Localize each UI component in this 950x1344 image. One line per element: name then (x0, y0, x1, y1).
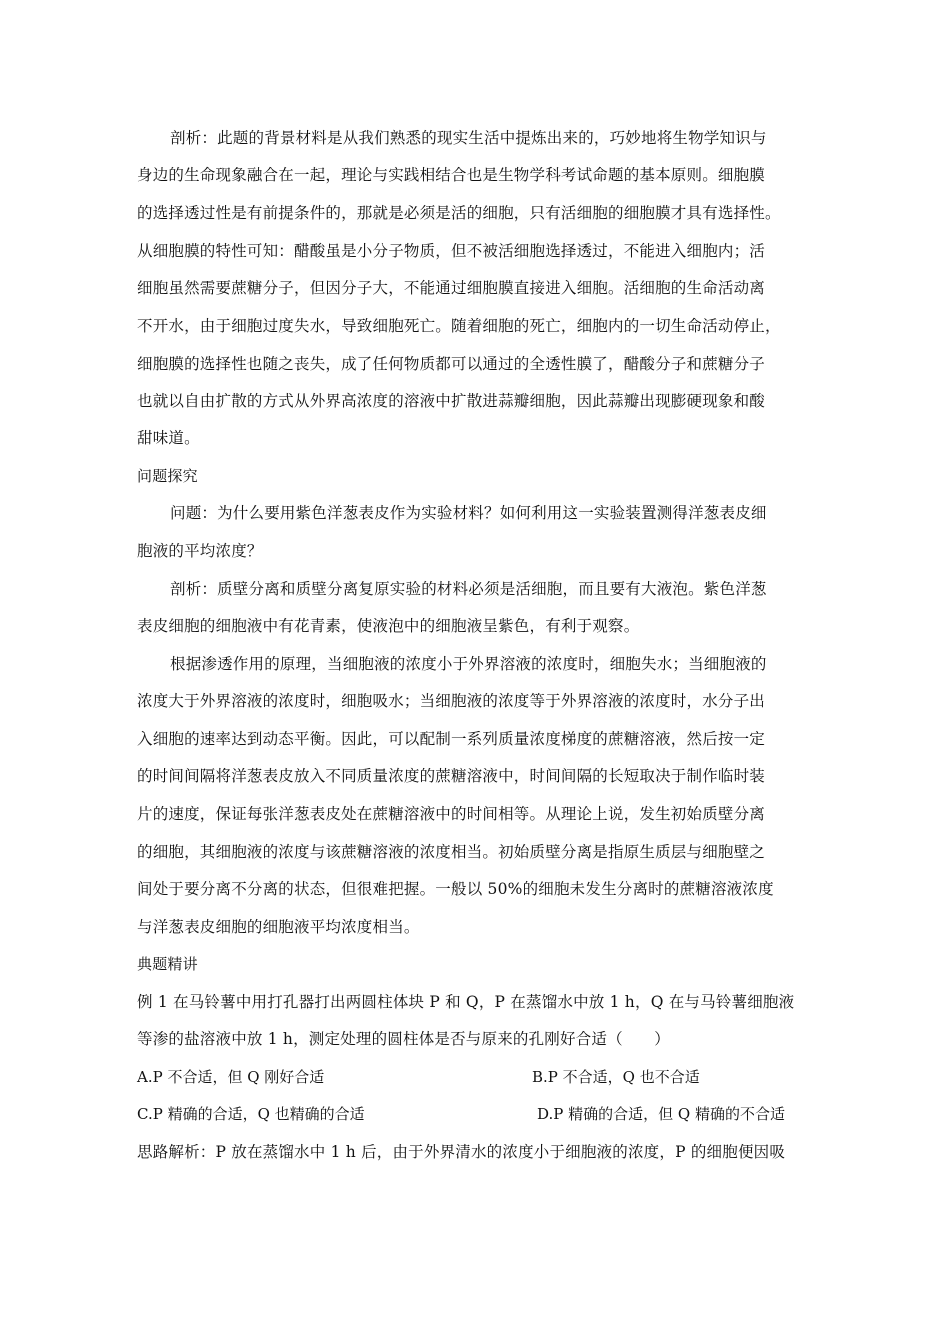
question-line: 胞液的平均浓度？ (137, 542, 263, 560)
section-heading-examples: 典题精讲 (137, 955, 198, 973)
principle-line: 与洋葱表皮细胞的细胞液平均浓度相当。 (137, 918, 420, 936)
principle-line: 根据渗透作用的原理，当细胞液的浓度小于外界溶液的浓度时，细胞失水；当细胞液的 (170, 655, 767, 673)
analysis1-line: 甜味道。 (137, 429, 200, 447)
analysis1-line: 从细胞膜的特性可知：醋酸虽是小分子物质，但不被活细胞选择透过，不能进入细胞内；活 (137, 242, 766, 260)
principle-line: 的细胞，其细胞液的浓度与该蔗糖溶液的浓度相当。初始质壁分离是指原生质层与细胞壁之 (137, 843, 766, 861)
section-heading-explore: 问题探究 (137, 467, 198, 485)
option-b: B.P 不合适，Q 也不合适 (532, 1068, 700, 1086)
example-line: 例 1 在马铃薯中用打孔器打出两圆柱体块 P 和 Q，P 在蒸馏水中放 1 h，Q 在与马铃薯细胞液 (137, 993, 795, 1011)
analysis1-line: 也就以自由扩散的方式从外界高浓度的溶液中扩散进蒜瓣细胞，因此蒜瓣出现膨硬现象和酸 (137, 392, 766, 410)
analysis1-line: 剖析：此题的背景材料是从我们熟悉的现实生活中提炼出来的，巧妙地将生物学知识与 (170, 129, 767, 147)
analysis2-line: 剖析：质壁分离和质壁分离复原实验的材料必须是活细胞，而且要有大液泡。紫色洋葱 (170, 580, 767, 598)
analysis2-line: 表皮细胞的细胞液中有花青素，使液泡中的细胞液呈紫色，有利于观察。 (137, 617, 640, 635)
principle-line: 入细胞的速率达到动态平衡。因此，可以配制一系列质量浓度梯度的蔗糖溶液，然后按一定 (137, 730, 766, 748)
example-line: 等渗的盐溶液中放 1 h，测定处理的圆柱体是否与原来的孔刚好合适（ ） (137, 1030, 670, 1048)
analysis1-line: 身边的生命现象融合在一起，理论与实践相结合也是生物学科考试命题的基本原则。细胞膜 (137, 166, 766, 184)
principle-line: 的时间间隔将洋葱表皮放入不同质量浓度的蔗糖溶液中，时间间隔的长短取决于制作临时装 (137, 767, 766, 785)
option-a: A.P 不合适，但 Q 刚好合适 (137, 1068, 325, 1086)
question-line: 问题：为什么要用紫色洋葱表皮作为实验材料？如何利用这一实验装置测得洋葱表皮细 (170, 504, 767, 522)
principle-line: 片的速度，保证每张洋葱表皮处在蔗糖溶液中的时间相等。从理论上说，发生初始质壁分离 (137, 805, 766, 823)
principle-line: 浓度大于外界溶液的浓度时，细胞吸水；当细胞液的浓度等于外界溶液的浓度时，水分子出 (137, 692, 766, 710)
option-d: D.P 精确的合适，但 Q 精确的不合适 (537, 1105, 785, 1123)
option-c: C.P 精确的合适，Q 也精确的合适 (137, 1105, 365, 1123)
solution-line: 思路解析：P 放在蒸馏水中 1 h 后，由于外界清水的浓度小于细胞液的浓度，P 的细胞便因吸 (137, 1143, 786, 1161)
analysis1-line: 的选择透过性是有前提条件的，那就是必须是活的细胞，只有活细胞的细胞膜才具有选择性。 (137, 204, 781, 222)
principle-line: 间处于要分离不分离的状态，但很难把握。一般以 50%的细胞未发生分离时的蔗糖溶液浓度 (137, 880, 774, 898)
analysis1-line: 细胞膜的选择性也随之丧失，成了任何物质都可以通过的全透性膜了，醋酸分子和蔗糖分子 (137, 355, 766, 373)
analysis1-line: 不开水，由于细胞过度失水，导致细胞死亡。随着细胞的死亡，细胞内的一切生命活动停止， (137, 317, 781, 335)
analysis1-line: 细胞虽然需要蔗糖分子，但因分子大，不能通过细胞膜直接进入细胞。活细胞的生命活动离 (137, 279, 766, 297)
